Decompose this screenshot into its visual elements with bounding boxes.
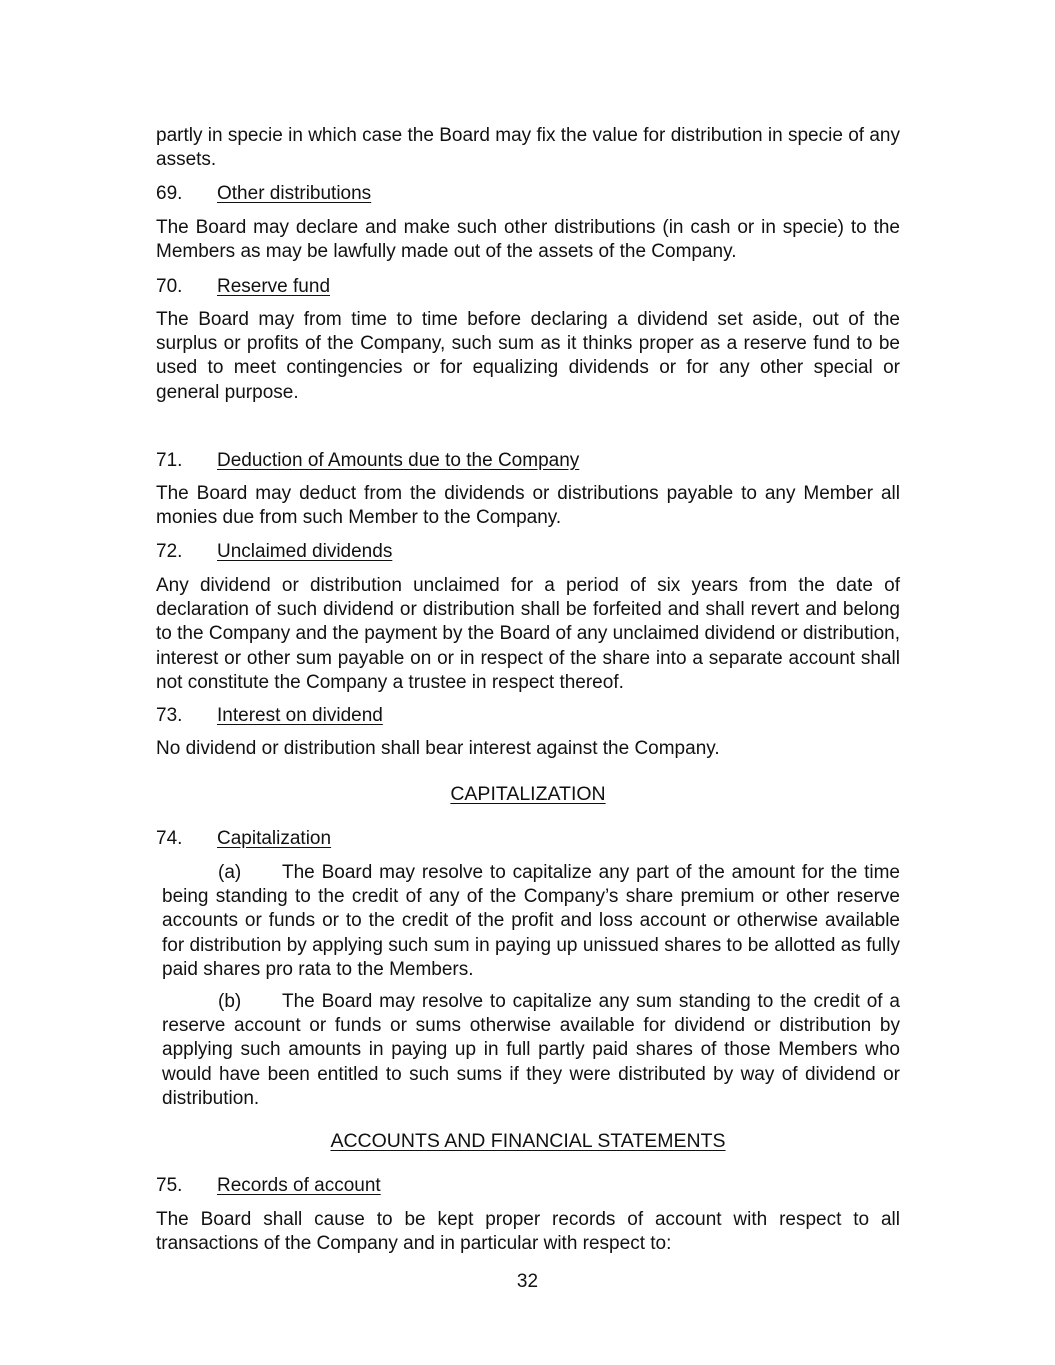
section-69-heading [156, 182, 900, 206]
intro-paragraph: partly in specie in which case the Board may fix the value for distribution in specie of any assets. [156, 125, 900, 171]
section-71-heading [156, 449, 900, 473]
section-title: Deduction of Amounts due to the Company [217, 450, 580, 471]
accounts-heading: ACCOUNTS AND FINANCIAL STATEMENTS [330, 1130, 726, 1152]
section-number: 73. [156, 705, 183, 726]
page-number: 32 [516, 1271, 539, 1292]
section-73-body: No dividend or distribution shall bear interest against the Company. [156, 738, 720, 759]
section-title: Unclaimed dividends [217, 541, 393, 562]
section-72-body: Any dividend or distribution unclaimed for a period of six years from the date of declaration of such dividend or distribution shall be forfeited and shall revert and belong to the Company and the payment by the Board of any unclaimed dividend or distribution, interest or other sum payable on or in respect of the share into a separate account shall not constitute the Company a trustee in respect thereof. [156, 575, 900, 693]
section-title: Other distributions [217, 183, 372, 204]
section-71-body: The Board may deduct from the dividends or distributions payable to any Member all monies due from such Member to the Company. [156, 483, 900, 529]
section-70-body: The Board may from time to time before declaring a dividend set aside, out of the surplus or profits of the Company, such sum as it thinks proper as a reserve fund to be used to meet contingencies or for equalizing dividends or for any other special or general purpose. [156, 309, 900, 403]
subsection-body: The Board may resolve to capitalize any sum standing to the credit of a reserve account or funds or sums otherwise available for dividend or distribution by applying such amounts in paying up in full partly paid shares of those Members who would have been entitled to such sums if they were distributed by way of dividend or distribution. [162, 991, 900, 1109]
section-title: Reserve fund [217, 276, 331, 297]
capitalization-heading: CAPITALIZATION [450, 783, 606, 805]
section-number: 72. [156, 541, 183, 562]
section-number: 74. [156, 828, 183, 849]
section-75-body: The Board shall cause to be kept proper records of account with respect to all transactions of the Company and in particular with respect to: [156, 1209, 900, 1255]
section-72-heading [156, 540, 900, 564]
section-74-heading [156, 827, 900, 851]
subsection-label: (b) [218, 991, 242, 1012]
section-title: Capitalization [217, 828, 332, 849]
section-number: 71. [156, 450, 183, 471]
section-number: 75. [156, 1175, 183, 1196]
section-number: 69. [156, 183, 183, 204]
section-69-body: The Board may declare and make such other distributions (in cash or in specie) to the Members as may be lawfully made out of the assets of the Company. [156, 217, 900, 263]
section-title: Interest on dividend [217, 705, 383, 726]
subsection-label: (a) [218, 862, 242, 883]
section-number: 70. [156, 276, 183, 297]
section-70-heading [156, 275, 900, 299]
section-74a-paragraph [162, 861, 900, 982]
section-75-heading [156, 1174, 900, 1198]
section-73-heading [156, 704, 900, 728]
section-title: Records of account [217, 1175, 381, 1196]
section-74b-paragraph [162, 990, 900, 1111]
subsection-body: The Board may resolve to capitalize any part of the amount for the time being standing to the credit of any of the Company’s share premium or other reserve accounts or funds or to the credit of the profit and loss account or otherwise available for distribution by applying such sum in paying up unissued shares to be allotted as fully paid shares pro rata to the Members. [162, 862, 900, 980]
